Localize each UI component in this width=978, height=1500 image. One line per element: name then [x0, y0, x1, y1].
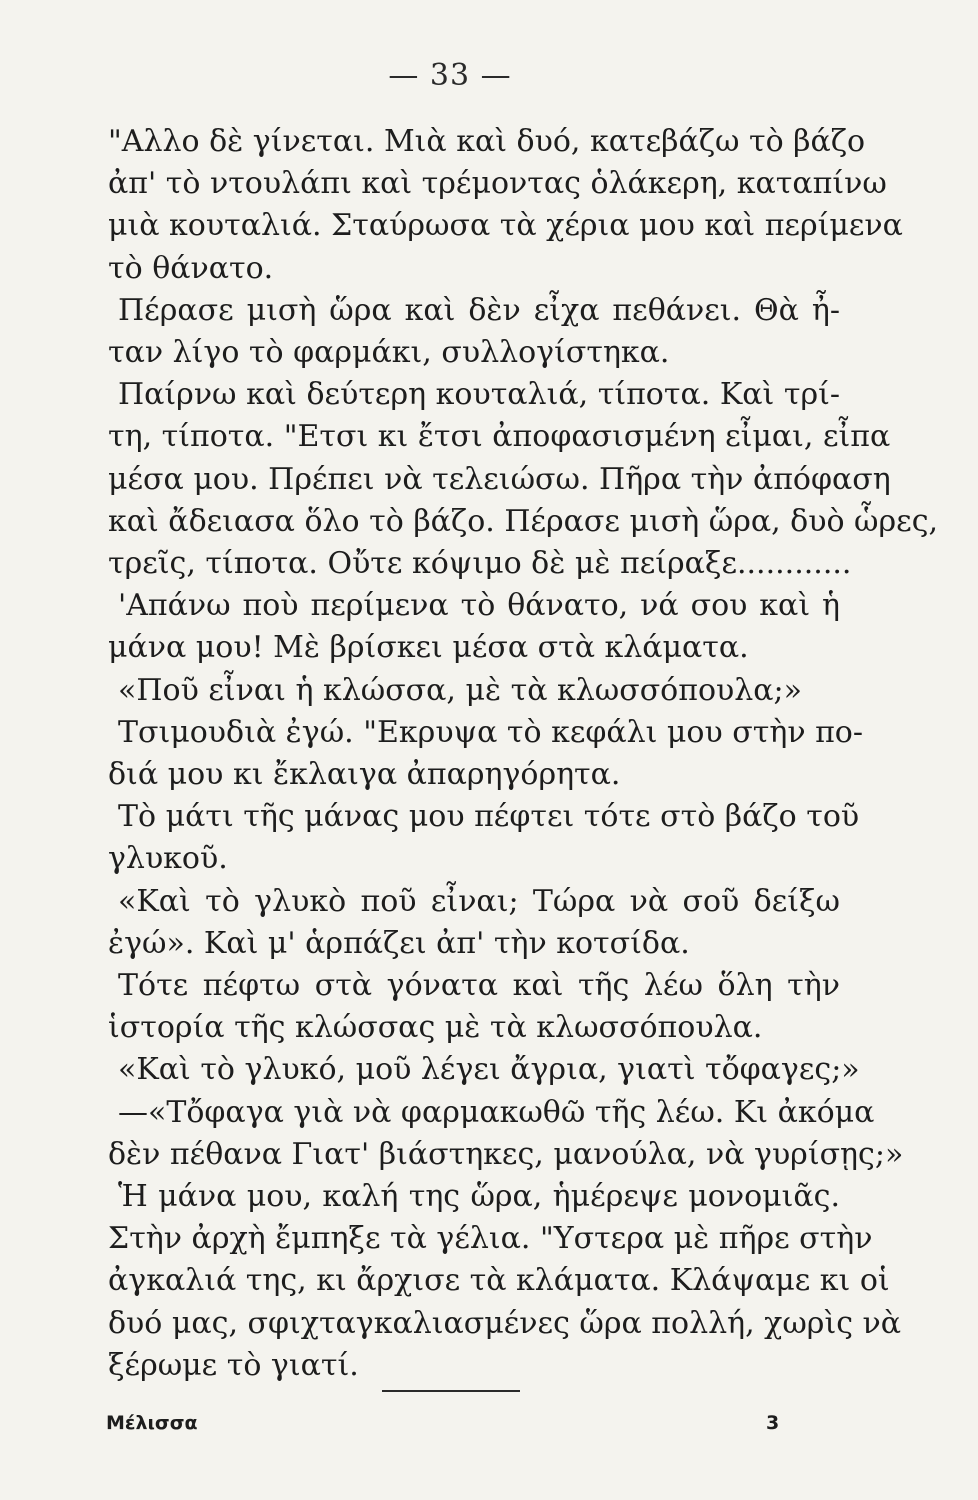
text-line: μιὰ κουταλιά. Σταύρωσα τὰ χέρια μου καὶ περίμενα: [108, 208, 903, 244]
text-line: μάνα μου! Μὲ βρίσκει μέσα στὰ κλάματα.: [108, 630, 749, 666]
text-line: Τότε πέφτω στὰ γόνατα καὶ τῆς λέω ὅλη τὴν: [118, 968, 840, 1003]
text-line: δυό μας, σφιχταγκαλιασμένες ὥρα πολλή, χωρὶς νὰ: [108, 1305, 902, 1341]
text-line: «Ποῦ εἶναι ἡ κλώσσα, μὲ τὰ κλωσσόπουλα;»: [118, 672, 802, 708]
text-line: Ἡ μάνα μου, καλή της ὥρα, ἡμέρεψε μονομιᾶς.: [118, 1179, 840, 1214]
text-line: ξέρωμε τὸ γιατί.: [108, 1347, 359, 1383]
text-line: γλυκοῦ.: [108, 841, 228, 877]
text-line: "Αλλο δὲ γίνεται. Μιὰ καὶ δυό, κατεβάζω τὸ βάζο: [108, 124, 866, 159]
page-number: — 33 —: [388, 58, 512, 93]
text-line: ἀπ' τὸ ντουλάπι καὶ τρέμοντας ὁλάκερη, καταπίνω: [108, 166, 887, 202]
footer-book-title: Μέλισσα: [106, 1412, 198, 1434]
text-line: 'Απάνω ποὺ περίμενα τὸ θάνατο, νά σου καὶ ἡ: [118, 588, 840, 624]
text-line: διά μου κι ἔκλαιγα ἀπαρηγόρητα.: [108, 757, 621, 792]
footer-rule: [382, 1390, 520, 1392]
text-line: τη, τίποτα. "Ετσι κι ἔτσι ἀποφασισμένη εἶμαι, εἶπα: [108, 419, 891, 455]
text-line: Πέρασε μισὴ ὥρα καὶ δὲν εἶχα πεθάνει. Θὰ ἦ-: [118, 292, 840, 328]
text-line: Τσιμουδιὰ ἐγώ. "Εκρυψα τὸ κεφάλι μου στὴν πο-: [118, 714, 864, 750]
text-line: καὶ ἄδειασα ὅλο τὸ βάζο. Πέρασε μισὴ ὥρα, δυὸ ὧρες,: [108, 503, 939, 539]
text-line: «Καὶ τὸ γλυκὸ ποῦ εἶναι; Τώρα νὰ σοῦ δείξω: [118, 883, 840, 919]
text-line: —«Τὄφαγα γιὰ νὰ φαρμακωθῶ τῆς λέω. Κι ἀκόμα: [118, 1094, 875, 1130]
text-line: Τὸ μάτι τῆς μάνας μου πέφτει τότε στὸ βάζο τοῦ: [118, 799, 860, 835]
text-line: ἱστορία τῆς κλώσσας μὲ τὰ κλωσσόπουλα.: [108, 1010, 763, 1046]
text-line: ταν λίγο τὸ φαρμάκι, συλλογίστηκα.: [108, 335, 670, 370]
text-line: Στὴν ἀρχὴ ἔμπηξε τὰ γέλια. "Υστερα μὲ πῆρε στὴν: [108, 1221, 873, 1257]
text-line: μέσα μου. Πρέπει νὰ τελειώσω. Πῆρα τὴν ἀπόφαση: [108, 461, 891, 497]
text-line: τρεῖς, τίποτα. Οὔτε κόψιμο δὲ μὲ πείραξε............: [108, 546, 852, 581]
text-line: τὸ θάνατο.: [108, 250, 274, 286]
text-line: Παίρνω καὶ δεύτερη κουταλιά, τίποτα. Καὶ τρί-: [118, 377, 840, 413]
text-line: «Καὶ τὸ γλυκό, μοῦ λέγει ἄγρια, γιατὶ τὄφαγες;»: [118, 1052, 860, 1088]
footer-signature-number: 3: [766, 1412, 780, 1434]
text-line: ἐγώ». Καὶ μ' ἁρπάζει ἀπ' τὴν κοτσίδα.: [108, 925, 690, 961]
text-line: ἀγκαλιά της, κι ἄρχισε τὰ κλάματα. Κλάψαμε κι οἱ: [108, 1263, 890, 1299]
text-line: δὲν πέθανα Γιατ' βιάστηκες, μανούλα, νὰ γυρίσῃς;»: [108, 1136, 904, 1172]
